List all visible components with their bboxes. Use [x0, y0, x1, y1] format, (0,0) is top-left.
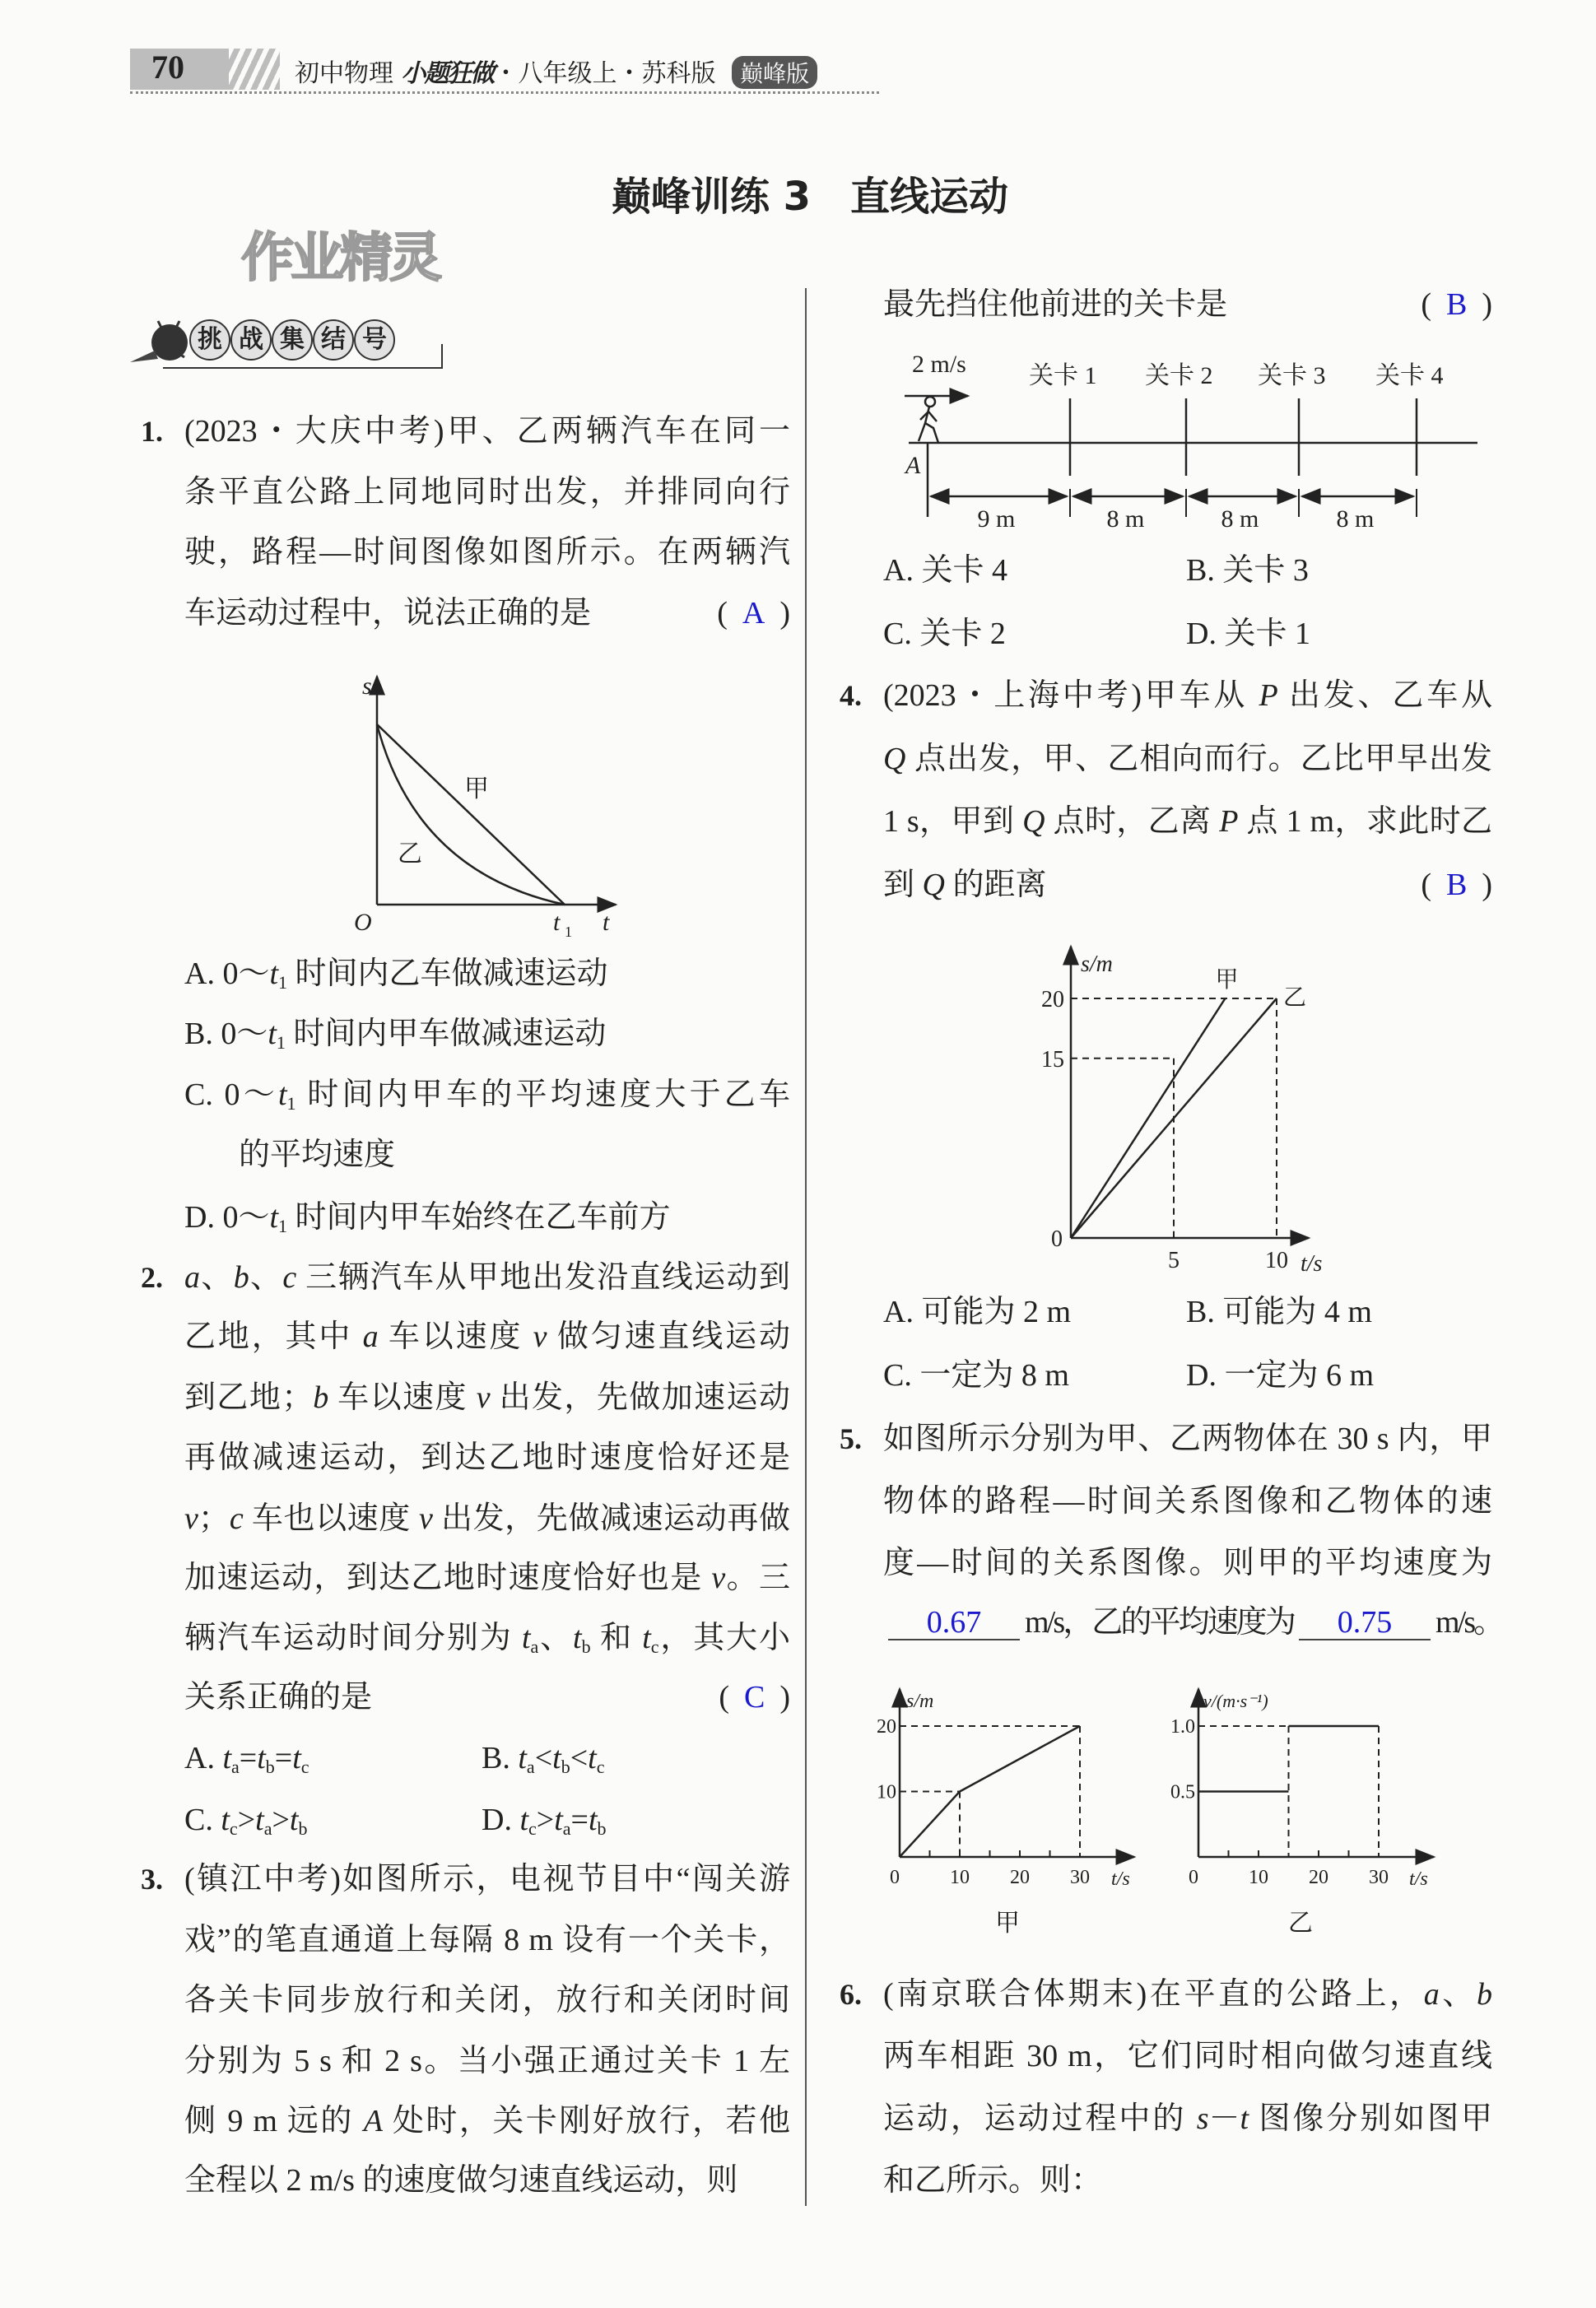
t1-sub: 1: [565, 924, 572, 940]
text-run: D. 0～: [184, 1199, 270, 1235]
text-run: m/s，乙的平均速度为: [1025, 1604, 1295, 1640]
math-variable: t: [521, 1621, 531, 1656]
math-variable: t: [554, 1803, 563, 1838]
badge-char: 挑: [189, 319, 230, 361]
text-run: 出发、乙车从: [1277, 678, 1492, 714]
math-subscript: b: [581, 1636, 591, 1658]
math-variable: v: [476, 1380, 491, 1415]
text-run: 和: [590, 1621, 643, 1656]
math-variable: v: [533, 1319, 547, 1355]
text-run: 时间内甲车的平均速度大于乙车: [295, 1077, 790, 1112]
math-variable: t: [222, 1740, 232, 1775]
x-axis-label: t/s: [1301, 1251, 1323, 1277]
answer-choice: C: [743, 1680, 765, 1715]
gate-label: 关卡 3: [1258, 362, 1326, 389]
y-axis-label: s/m: [906, 1691, 934, 1712]
text-run: 三辆汽车从甲地出发沿直线运动到: [296, 1260, 790, 1296]
question-number: 5.: [840, 1422, 862, 1456]
math-subscript: 1: [278, 1215, 288, 1236]
math-variable: v: [711, 1560, 726, 1595]
text-run: 度—时间的关系图像。则甲的平均速度为: [883, 1545, 1492, 1580]
text-run: 的平均速度: [239, 1138, 396, 1173]
series-line-0: [1071, 998, 1226, 1238]
text-run: －: [1208, 2101, 1240, 2136]
math-variable: t: [257, 1740, 266, 1775]
answer-bracket: ( B ): [1421, 286, 1492, 322]
distance-label: 8 m: [1221, 505, 1259, 533]
math-variable: v: [418, 1501, 433, 1537]
text-run: 物体的路程—时间关系图像和乙物体的速: [883, 1483, 1492, 1519]
math-variable: v: [184, 1501, 198, 1537]
text-run: 再做减速运动，到达乙地时速度恰好还是: [184, 1440, 790, 1476]
math-variable: t: [518, 1740, 527, 1775]
text-run: <: [534, 1740, 553, 1775]
math-subscript: 1: [276, 1032, 286, 1054]
math-subscript: a: [562, 1818, 571, 1840]
q5-graph-yi: [1170, 1689, 1434, 1937]
math-variable: b: [313, 1380, 329, 1415]
origin-label: 0: [1051, 1226, 1063, 1252]
q5-graph-jia: [877, 1689, 1134, 1937]
math-subscript: 1: [286, 1092, 296, 1114]
figure-caption: 乙: [1288, 1910, 1313, 1937]
text-run: 运动，运动过程中的: [883, 2101, 1197, 2136]
origin-label: 0: [1189, 1867, 1198, 1888]
series-jia-line: [377, 724, 565, 905]
text-run: 车运动过程中，说法正确的是: [184, 595, 592, 631]
text-run: <: [570, 1740, 589, 1775]
x-axis-label: t/s: [1409, 1868, 1428, 1890]
text-run: C. 一定为 8 m: [883, 1357, 1069, 1393]
math-variable: Q: [922, 868, 945, 902]
question-number: 2.: [141, 1261, 163, 1295]
walker-icon: [919, 397, 938, 443]
answer-blank[interactable]: 0.67: [888, 1606, 1020, 1640]
math-variable: a: [362, 1319, 379, 1355]
badge-char: 集: [272, 319, 313, 361]
text-run: 到乙地；: [184, 1380, 314, 1415]
q3-gate-diagram: [905, 396, 1477, 517]
watermark: 作业精灵: [241, 228, 439, 289]
distance-label: 8 m: [1336, 505, 1375, 533]
math-variable: t: [268, 1017, 277, 1052]
y-axis-label: v/(m·s⁻¹): [1203, 1691, 1268, 1711]
text-run: 点出发，甲、乙相向而行。乙比甲早出发: [905, 742, 1492, 777]
question-number: 6.: [840, 1978, 862, 2012]
math-variable: s: [1196, 2101, 1209, 2136]
math-variable: b: [1477, 1977, 1492, 2013]
text-run: 到: [883, 868, 923, 902]
answer-bracket: ( A ): [717, 595, 790, 631]
answer-bracket: ( B ): [1421, 868, 1492, 902]
x-tick: 10: [1265, 1248, 1288, 1273]
speed-label: 2 m/s: [912, 351, 966, 378]
y-axis-label: s: [362, 672, 372, 700]
x-tick: 10: [1249, 1867, 1268, 1888]
x-tick: 30: [1070, 1867, 1090, 1888]
answer-blank[interactable]: 0.75: [1299, 1606, 1431, 1640]
start-label: A: [905, 452, 921, 479]
t1-label: t: [553, 909, 561, 936]
math-variable: t: [221, 1803, 230, 1838]
math-variable: c: [282, 1260, 297, 1296]
math-variable: t: [573, 1621, 582, 1656]
text-run: 驶，路程—时间图像如图所示。在两辆汽: [184, 535, 790, 570]
page-number: 70: [151, 49, 184, 86]
text-run: >: [536, 1803, 555, 1838]
math-subscript: a: [263, 1818, 272, 1840]
y-tick: 0.5: [1170, 1781, 1195, 1803]
text-run: 处时，关卡刚好放行，若他: [382, 2104, 790, 2139]
x-tick: 5: [1168, 1248, 1180, 1273]
math-variable: a: [1423, 1977, 1440, 2013]
text-run: 侧 9 m 远的: [184, 2104, 364, 2139]
math-subscript: b: [561, 1756, 570, 1777]
math-variable: t: [277, 1077, 287, 1112]
math-subscript: a: [530, 1636, 539, 1658]
text-run: (镇江中考)如图所示，电视节目中“闯关游: [184, 1862, 790, 1897]
answer-choice: A: [742, 595, 765, 631]
math-subscript: a: [231, 1756, 240, 1777]
text-run: 条平直公路上同地同时出发，并排同向行: [184, 474, 790, 510]
gate-label: 关卡 2: [1145, 362, 1213, 389]
text-run: D. 一定为 6 m: [1186, 1357, 1375, 1393]
text-run: C.: [184, 1803, 221, 1838]
series-jia-label: 甲: [1215, 967, 1239, 993]
text-run: 1 s，甲到: [883, 803, 1023, 839]
text-run: (2023・上海中考)甲车从: [883, 678, 1259, 714]
text-run: 分别为 5 s 和 2 s。当小强正通过关卡 1 左: [184, 2043, 790, 2078]
badge-char: 号: [354, 319, 395, 361]
edition-badge: 巅峰版: [732, 56, 817, 89]
x-tick: 30: [1369, 1867, 1389, 1888]
math-subscript: c: [229, 1818, 238, 1840]
distance-label: 9 m: [977, 505, 1016, 533]
text-run: 和乙所示。则：: [883, 2163, 1103, 2199]
question-number: 4.: [840, 679, 862, 713]
y-tick: 1.0: [1170, 1716, 1195, 1738]
text-run: >: [272, 1803, 290, 1838]
text-run: 出发，先做减速运动再做: [432, 1501, 790, 1537]
gates: [931, 362, 1444, 533]
distance-label: 8 m: [1106, 505, 1145, 533]
text-run: 、: [249, 1260, 283, 1296]
badge-char: 战: [230, 319, 272, 361]
text-run: C. 0～: [184, 1077, 278, 1112]
math-variable: a: [184, 1260, 200, 1296]
subject: 初中物理: [295, 59, 393, 88]
text-run: A. 0～: [184, 956, 270, 991]
math-variable: t: [292, 1740, 301, 1775]
text-run: 、: [200, 1260, 234, 1296]
math-subscript: 1: [278, 971, 288, 993]
series-logo: 小题狂做: [401, 59, 494, 88]
series-jia-label: 甲: [464, 775, 489, 803]
text-run: 图像分别如图甲: [1249, 2101, 1492, 2136]
text-run: D. 关卡 1: [1186, 616, 1310, 651]
text-run: 时间内甲车始终在乙车前方: [287, 1199, 671, 1235]
y-tick: 10: [877, 1781, 896, 1803]
math-variable: t: [289, 1803, 299, 1838]
text-run: ，其大小: [658, 1621, 790, 1656]
math-variable: Q: [883, 742, 906, 777]
math-variable: P: [1259, 678, 1278, 714]
gate-label: 关卡 4: [1375, 362, 1444, 389]
math-variable: c: [229, 1501, 244, 1537]
math-variable: t: [1240, 2101, 1249, 2136]
text-run: 车以速度: [378, 1319, 533, 1355]
q1-st-graph: [377, 677, 616, 905]
text-run: 各关卡同步放行和关闭，放行和关闭时间: [184, 1983, 790, 2018]
x-axis-label: t/s: [1111, 1868, 1130, 1890]
math-variable: t: [588, 1740, 597, 1775]
text-run: =: [274, 1740, 293, 1775]
math-variable: b: [233, 1260, 249, 1296]
text-run: 关系正确的是: [184, 1680, 373, 1715]
q4-st-graph: [1041, 947, 1323, 1277]
badge-char: 结: [313, 319, 354, 361]
series-yi-label: 乙: [398, 840, 422, 868]
text-run: 时间内甲车做减速运动: [285, 1017, 607, 1052]
text-run: B. 可能为 4 m: [1186, 1294, 1372, 1329]
y-tick: 20: [877, 1716, 896, 1738]
y-axis-label: s/m: [1081, 952, 1113, 977]
text-run: 如图所示分别为甲、乙两物体在 30 s 内，甲: [883, 1422, 1492, 1457]
text-run: 点时，乙离: [1045, 803, 1220, 839]
text-run: 、: [1439, 1977, 1477, 2013]
text-run: 辆汽车运动时间分别为: [184, 1621, 522, 1656]
text-run: 两车相距 30 m，它们同时相向做匀速直线: [883, 2039, 1492, 2074]
text-run: A. 可能为 2 m: [883, 1294, 1072, 1329]
math-subscript: b: [298, 1818, 308, 1840]
question-number: 1.: [141, 414, 163, 448]
math-variable: t: [255, 1803, 264, 1838]
math-subscript: b: [265, 1756, 275, 1777]
text-run: D.: [482, 1803, 520, 1838]
text-run: 。三: [725, 1560, 790, 1595]
math-variable: t: [552, 1740, 561, 1775]
math-subscript: b: [597, 1818, 607, 1840]
text-run: 点 1 m，求此时乙: [1238, 803, 1493, 839]
math-variable: t: [519, 1803, 529, 1838]
text-run: 的距离: [944, 868, 1047, 902]
series-yi-label: 乙: [1282, 985, 1307, 1011]
text-run: 做匀速直线运动: [547, 1319, 790, 1355]
text-run: 车以速度: [328, 1380, 477, 1415]
text-run: (2023・大庆中考)甲、乙两辆汽车在同一: [184, 413, 790, 449]
text-run: A.: [184, 1740, 223, 1775]
text-run: m/s。: [1435, 1604, 1503, 1640]
answer-choice: B: [1445, 868, 1468, 902]
math-variable: t: [269, 956, 279, 991]
text-run: 最先挡住他前进的关卡是: [883, 286, 1228, 322]
math-variable: P: [1219, 803, 1239, 839]
origin-label: O: [354, 909, 372, 936]
math-variable: t: [642, 1621, 651, 1656]
math-subscript: c: [528, 1818, 537, 1840]
math-variable: Q: [1022, 803, 1045, 839]
math-variable: t: [588, 1803, 598, 1838]
page-title: 巅峰训练 3 直线运动: [611, 174, 1009, 220]
text-run: >: [237, 1803, 256, 1838]
text-run: ；: [198, 1501, 230, 1537]
text-run: 车也以速度: [243, 1501, 419, 1537]
math-subscript: c: [650, 1636, 659, 1658]
x-axis-label: t: [603, 909, 610, 936]
text-run: B.: [482, 1740, 519, 1775]
math-subscript: c: [596, 1756, 605, 1777]
text-run: 、: [538, 1621, 574, 1656]
x-tick: 20: [1010, 1867, 1030, 1888]
text-run: 时间内乙车做减速运动: [287, 956, 608, 991]
text-run: C. 关卡 2: [883, 616, 1006, 651]
answer-bracket: ( C ): [719, 1680, 790, 1715]
grade-edition: ・八年级上・苏科版: [493, 59, 716, 88]
figure-caption: 甲: [995, 1910, 1020, 1937]
x-tick: 20: [1309, 1867, 1328, 1888]
text-run: A. 关卡 4: [883, 552, 1007, 588]
text-run: B. 0～: [184, 1017, 268, 1052]
math-subscript: c: [300, 1756, 309, 1777]
text-run: B. 关卡 3: [1186, 552, 1309, 588]
question-number: 3.: [141, 1863, 163, 1896]
math-variable: t: [269, 1199, 279, 1235]
y-tick: 15: [1041, 1046, 1064, 1073]
origin-label: 0: [890, 1867, 900, 1888]
text-run: (南京联合体期末)在平直的公路上，: [883, 1977, 1424, 2013]
text-run: 加速运动，到达乙地时速度恰好也是: [184, 1560, 712, 1595]
text-run: 乙地，其中: [184, 1319, 363, 1355]
answer-choice: B: [1445, 286, 1468, 322]
text-run: 出发，先做加速运动: [490, 1380, 790, 1415]
text-run: 全程以 2 m/s 的速度做匀速直线运动，则: [184, 2163, 738, 2199]
y-tick: 20: [1041, 987, 1064, 1012]
math-subscript: a: [526, 1756, 535, 1777]
text-run: =: [570, 1803, 589, 1838]
gate-label: 关卡 1: [1029, 362, 1097, 389]
math-variable: A: [363, 2104, 383, 2139]
text-run: 戏”的笔直通道上每隔 8 m 设有一个关卡，: [184, 1922, 790, 1957]
text-run: =: [239, 1740, 258, 1775]
x-tick: 10: [950, 1867, 970, 1888]
